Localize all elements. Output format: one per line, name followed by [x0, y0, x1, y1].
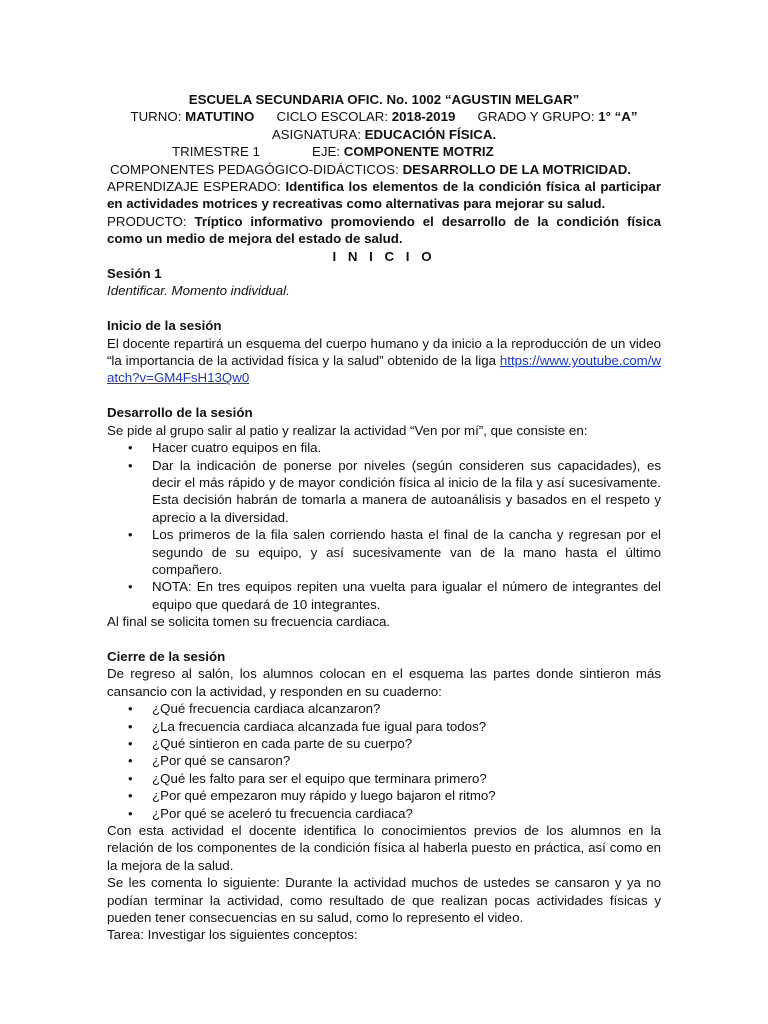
- desarrollo-list: [107, 439, 661, 613]
- asignatura-label: ASIGNATURA:: [271, 126, 365, 142]
- grado-value: 1° “A”: [598, 109, 638, 125]
- video-link[interactable]: https://www.youtube.com/watch?v=GM4FsH13Qw0: [107, 353, 661, 386]
- turno-value: MATUTINO: [185, 109, 255, 125]
- desarrollo-heading: Desarrollo de la sesión: [107, 405, 253, 421]
- list-item: • ¿Qué frecuencia cardiaca alcanzaron?: [152, 700, 661, 717]
- producto: [107, 213, 661, 248]
- turno-label: TURNO:: [130, 109, 186, 125]
- asignatura-value: EDUCACIÓN FÍSICA.: [364, 126, 497, 142]
- asignatura-line: [107, 126, 661, 143]
- inicio-title: I N I C I O: [332, 248, 436, 264]
- componentes-label: COMPONENTES PEDAGÓGICO-DIDÁCTICOS:: [110, 161, 403, 177]
- inicio-sesion-body: El docente repartirá un esquema del cuerpo humano y da inicio a la reproducción de un video “la importancia de la actividad física y la salud” obtenido de la liga: [107, 335, 661, 369]
- turno-line: [107, 108, 661, 125]
- cierre-intro: De regreso al salón, los alumnos colocan en el esquema las partes donde sintieron más cansancio con la actividad, y responden en su cuaderno:: [107, 666, 661, 699]
- spacer: [107, 631, 661, 648]
- inicio-sesion-text: [107, 335, 661, 387]
- list-item: • ¿Por qué se aceleró tu frecuencia cardiaca?: [152, 805, 661, 822]
- aprendizaje-esperado: [107, 178, 661, 213]
- eje-value: COMPONENTE MOTRIZ: [343, 144, 494, 160]
- spacer: [107, 300, 661, 317]
- list-item: • ¿Por qué se cansaron?: [152, 752, 661, 769]
- spacer: [107, 387, 661, 404]
- list-item: • ¿Qué les falto para ser el equipo que terminara primero?: [152, 770, 661, 787]
- list-item: • Hacer cuatro equipos en fila.: [152, 439, 661, 456]
- desarrollo-intro: Se pide al grupo salir al patio y realizar la actividad “Ven por mí”, que consiste en:: [107, 422, 588, 438]
- trimestre: TRIMESTRE 1: [172, 144, 260, 160]
- list-item: • NOTA: En tres equipos repiten una vuelta para igualar el número de integrantes del equipo que quedará de 10 integrantes.: [152, 578, 661, 613]
- list-item: • Dar la indicación de ponerse por niveles (según consideren sus capacidades), es decir el más rápido y de mayor condición física al inicio de la fila y así sucesivamente. Esta decisión habrán de tomarla a manera de autoanálisis y basados en el respeto y aprecio a la diversidad.: [152, 457, 661, 527]
- cierre-paragraph-1: Con esta actividad el docente identifica lo conocimientos previos de los alumnos en la relación de los componentes de la condición física al haberla puesto en práctica, así como en la mejora de la salud.: [107, 823, 661, 873]
- eje-label: EJE:: [312, 144, 344, 160]
- componentes-line: [107, 161, 661, 178]
- sesion-subtitle: Identificar. Momento individual.: [107, 283, 290, 299]
- ciclo-value: 2018-2019: [391, 109, 456, 125]
- aprendizaje-label: APRENDIZAJE ESPERADO:: [107, 179, 286, 195]
- ciclo-label: CICLO ESCOLAR:: [276, 109, 392, 125]
- document-page: [107, 91, 661, 944]
- producto-label: PRODUCTO:: [107, 213, 195, 229]
- sesion-title: Sesión 1: [107, 266, 162, 282]
- desarrollo-closing: Al final se solicita tomen su frecuencia cardiaca.: [107, 614, 391, 630]
- aprendizaje-value: Identifica los elementos de la condición física al participar en actividades motrices y recreativas como alternativas para mejorar su salud.: [107, 179, 661, 212]
- list-item: • ¿La frecuencia cardiaca alcanzada fue igual para todos?: [152, 718, 661, 735]
- list-item: • ¿Por qué empezaron muy rápido y luego bajaron el ritmo?: [152, 787, 661, 804]
- cierre-paragraph-2: Se les comenta lo siguiente: Durante la actividad muchos de ustedes se cansaron y ya no podían terminar la actividad, como resultado de que realizan pocas actividades físicas y pueden tener consecuencias en su salud, como lo represento el video.: [107, 875, 661, 926]
- inicio-sesion-heading: Inicio de la sesión: [107, 318, 222, 334]
- componentes-value: DESARROLLO DE LA MOTRICIDAD.: [402, 161, 632, 177]
- school-name: ESCUELA SECUNDARIA OFIC. No. 1002 “AGUSTIN MELGAR”: [188, 92, 580, 107]
- grado-label: GRADO Y GRUPO:: [477, 109, 599, 125]
- cierre-questions: [107, 700, 661, 822]
- list-item: • Los primeros de la fila salen corriendo hasta el final de la cancha y regresan por el segundo de su equipo, y así sucesivamente van de la mano hasta el último compañero.: [152, 526, 661, 578]
- producto-value: Tríptico informativo promoviendo el desarrollo de la condición física como un medio de mejora del estado de salud.: [107, 213, 661, 247]
- trimestre-line: [107, 143, 661, 160]
- cierre-heading: Cierre de la sesión: [107, 648, 226, 664]
- list-item: • ¿Qué sintieron en cada parte de su cuerpo?: [152, 735, 661, 752]
- tarea: Tarea: Investigar los siguientes conceptos:: [107, 927, 358, 943]
